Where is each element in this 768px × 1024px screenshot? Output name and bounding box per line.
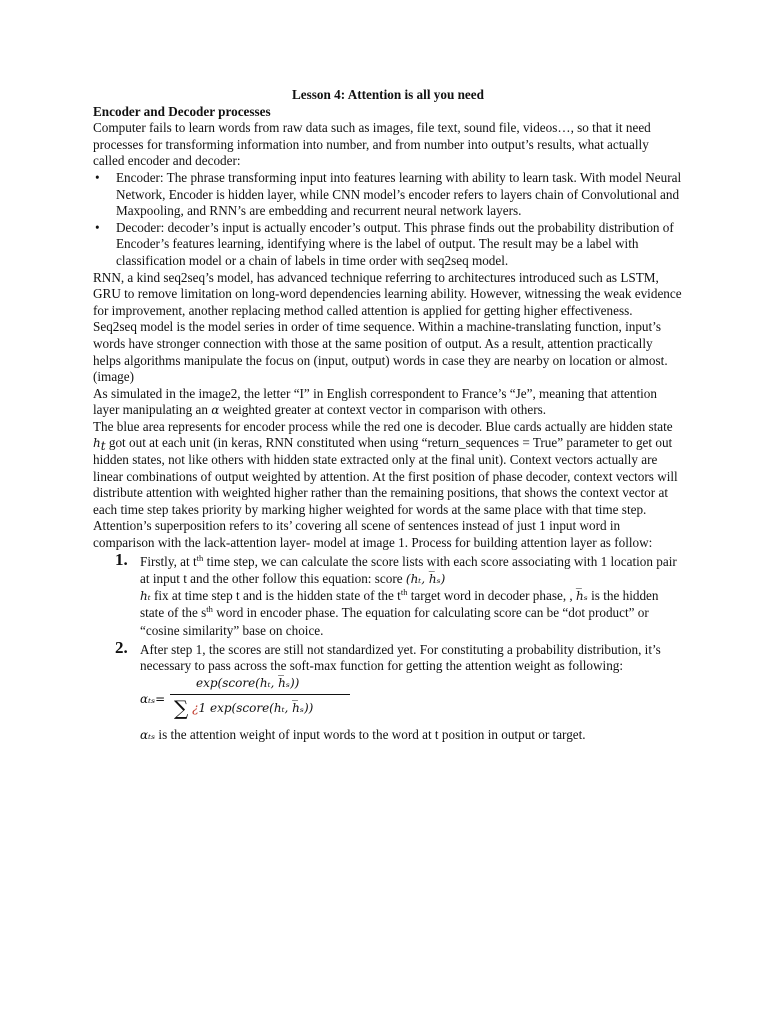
formula-red-char: ¿ <box>192 700 199 715</box>
score-args: (hₜ, h̅ₛ) <box>405 572 446 587</box>
step-number: 1. <box>115 549 128 569</box>
superscript-th: th <box>206 604 213 615</box>
simulation-paragraph <box>93 386 683 419</box>
decoder-description: Decoder: decoder’s input is actually encoder’s output. This phrase finds out the probability distribution of Encoder’s features learning, identifying where is the label of output. The result may be a label with classification model or a chain of labels in time order with seq2seq model. <box>116 219 674 268</box>
document-body <box>93 87 683 743</box>
step-number: 2. <box>115 637 128 657</box>
alpha-ts-symbol: αₜₛ <box>140 727 156 742</box>
step1-text-c: fix at time step t and is the hidden state of the t <box>150 587 401 603</box>
encoder-decoder-list <box>93 170 683 270</box>
step2-text: After step 1, the scores are still not standardized yet. For constituting a probability distribution, it’s necessary to pass across the soft-max function for getting the attention weight as following: <box>140 641 661 674</box>
list-item <box>93 220 683 270</box>
step1-text-b: time step, we can calculate the score lists with each score associating with 1 location pair at input t and the other follow this equation: score <box>140 553 677 587</box>
final-paragraph <box>93 727 683 744</box>
section-heading: Encoder and Decoder processes <box>93 103 271 119</box>
formula-lhs: αₜₛ= <box>140 691 166 706</box>
step1-text-a: Firstly, at t <box>140 553 197 569</box>
intro-paragraph: Computer fails to learn words from raw data such as images, file text, sound file, videos…, so that it need processes for transforming information into number, and from number into output’s results, what actually called encoder and decoder: <box>93 120 651 169</box>
encoder-description: Encoder: The phrase transforming input into features learning with ability to learn task. With model Neural Network, Encoder is hidden layer, while CNN model’s encoder refers to layers chain of Convolutional and Maxpooling, and RNN’s are embedding and recurrent neural network layers. <box>116 169 682 219</box>
simulation-text-a: As simulated in the image2, the letter “I” in English correspondent to France’s “Je”, meaning that attention layer manipulating an <box>93 385 657 418</box>
process-steps <box>93 549 683 675</box>
softmax-formula <box>140 675 683 727</box>
superscript-th: th <box>196 552 204 563</box>
simulation-text-b: weighted greater at context vector in comparison with others. <box>219 402 547 418</box>
page-title: Lesson 4: Attention is all you need <box>292 87 484 102</box>
step-item <box>93 549 683 640</box>
superscript-th: th <box>400 586 408 597</box>
seq2seq-paragraph: Seq2seq model is the model series in order of time sequence. Within a machine-translating function, input’s words have stronger connection with those at the same position of output. As a result, attention practically helps algorithms manipulate the focus on (input, output) words in case they are nearby on location or almost. <box>93 319 668 368</box>
rnn-paragraph: RNN, a kind seq2seq’s model, has advanced technique referring to architectures introduced such as LSTM, GRU to remove limitation on long-word dependencies learning ability. However, witnessing the weak evidence for improvement, another replacing method called attention is applied for getting higher effectiveness. <box>93 269 682 318</box>
step1-text-c2: target word in decoder phase, , <box>407 587 577 603</box>
blue-text-b: got out at each unit (in keras, RNN constituted when using “return_sequences = True” parameter to get out hidden states, not like others with hidden state extracted only at the final unit). Context vectors actually are linear combinations of output weighted by attention. At the first position of phase decoder, context vectors will distribute attention with weighted higher rather than the remaining positions, that shows the context vector at each time step takes priority by marking higher weighted for words at the same place with that time step. Attention’s superposition refers to its’ covering all scene of sentences instead of just 1 input word in comparison with the lack-attention layer- model at image 1. Process for building attention layer as follow: <box>93 435 678 551</box>
list-item <box>93 170 683 220</box>
final-text: is the attention weight of input words to the word at t position in output or target. <box>155 726 586 742</box>
image-placeholder: (image) <box>93 369 135 385</box>
encoder-decoder-paragraph <box>93 419 683 552</box>
alpha-symbol: α <box>211 403 220 418</box>
formula-denominator-rest: 1 exp(score(hₜ, h̅ₛ)) <box>198 700 314 715</box>
formula-denominator <box>174 695 314 720</box>
sigma-icon: ∑ <box>174 695 189 720</box>
bullet-icon: • <box>95 219 100 235</box>
hidden-state-symbol: h <box>93 436 101 451</box>
blue-text-a: The blue area represents for encoder process while the red one is decoder. Blue cards actually are hidden state <box>93 418 673 434</box>
hbar-s-symbol: h̅ₛ <box>576 588 588 603</box>
ht-symbol: hₜ <box>140 588 151 603</box>
step1-text-d: is the hidden state of the s <box>140 587 659 621</box>
bullet-icon: • <box>95 169 100 185</box>
step1-text-e: word in encoder phase. The equation for calculating score can be “dot product” or “cosine similarity” base on choice. <box>140 605 649 638</box>
hidden-state-subscript: t <box>100 439 106 454</box>
step-item <box>93 637 683 675</box>
formula-numerator: exp(score(hₜ, h̅ₛ)) <box>196 675 300 690</box>
fraction-bar <box>170 694 350 695</box>
